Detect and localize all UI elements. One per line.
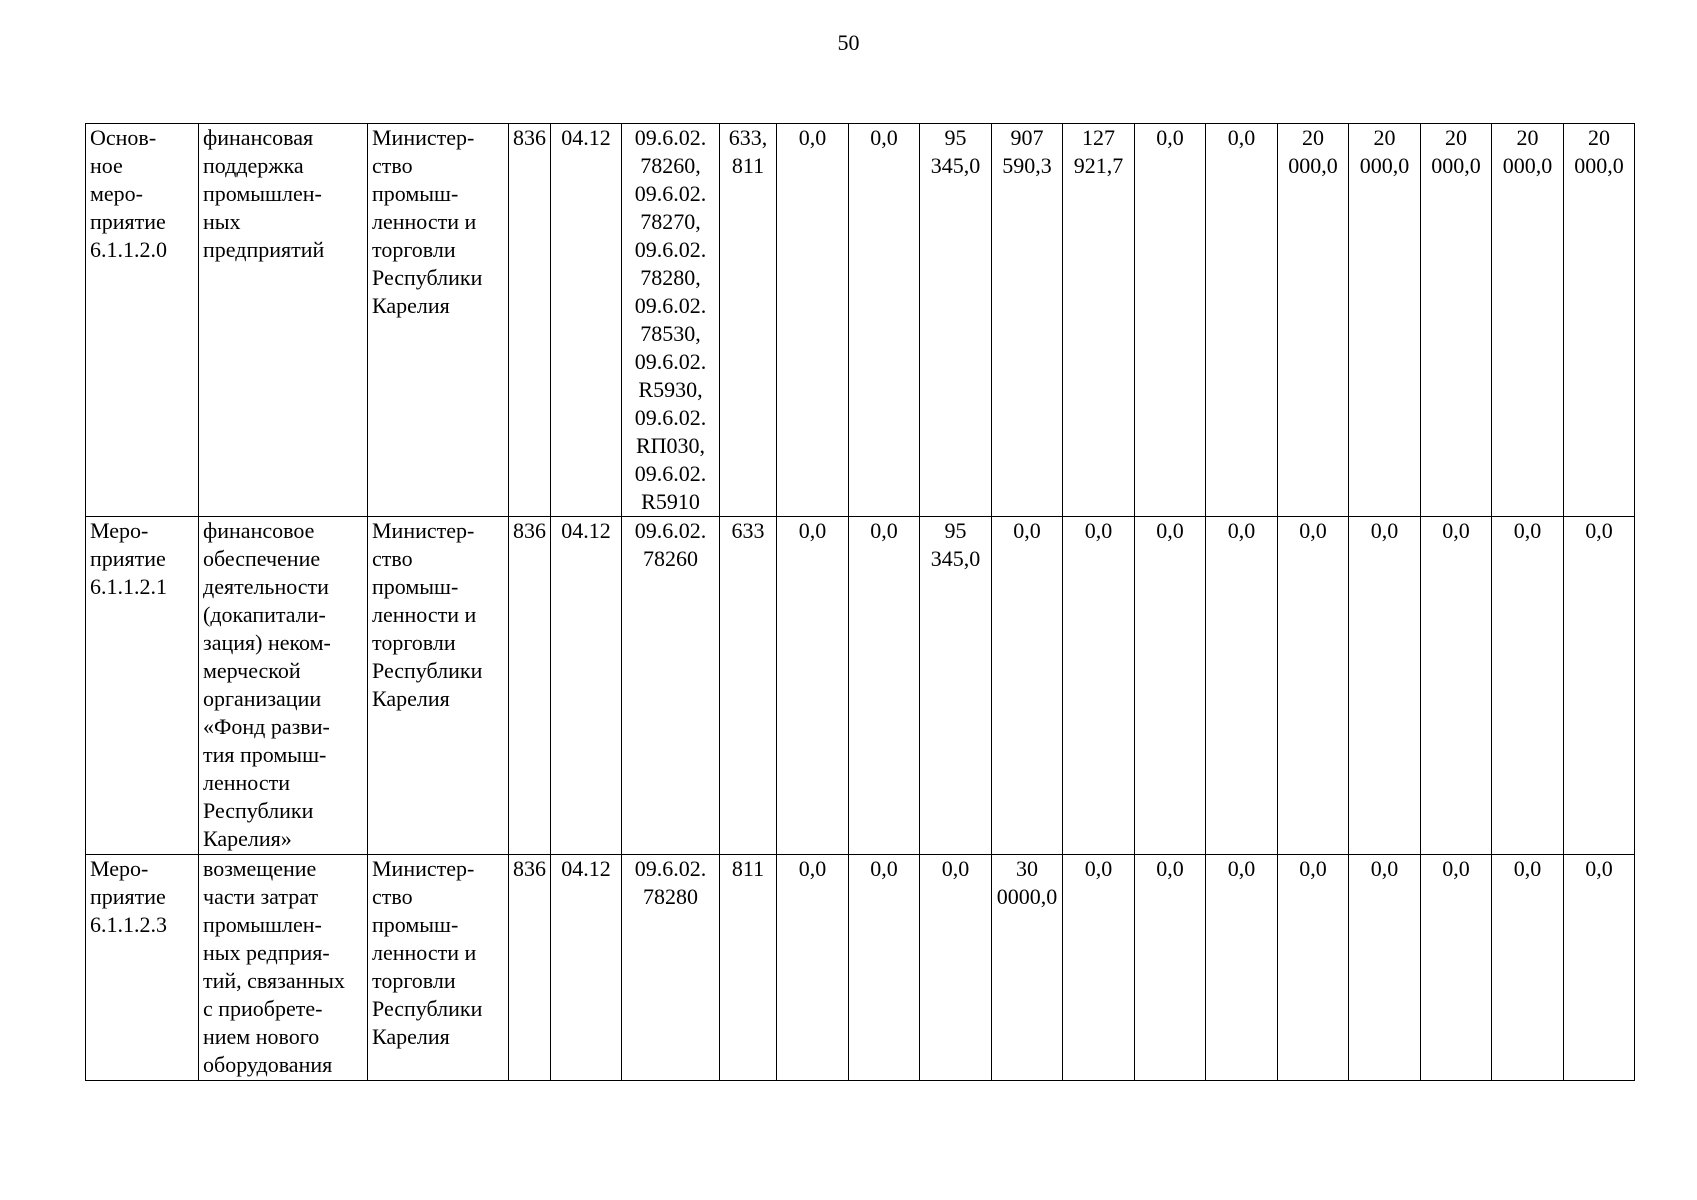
executor-cell: Министер- ство промыш- ленности и торговли Республики Карелия [368, 855, 509, 1081]
value-cell: 907 590,3 [992, 124, 1063, 517]
value-cell: 0,0 [1063, 517, 1135, 855]
executor-cell: Министер- ство промыш- ленности и торговли Республики Карелия [368, 517, 509, 855]
executor-cell: Министер- ство промыш- ленности и торговли Республики Карелия [368, 124, 509, 517]
value-cell: 0,0 [777, 124, 849, 517]
csr-cell: 09.6.02. 78280 [622, 855, 720, 1081]
value-cell: 0,0 [1206, 855, 1278, 1081]
name-cell: финансовое обеспечение деятельности (докапитали- зация) неком- мерческой организации «Фонд разви- тия промыш- ленности Республики Карелия» [199, 517, 368, 855]
name-cell: возмещение части затрат промышлен- ных редприя- тий, связанных с приобрете- нием нового оборудования [199, 855, 368, 1081]
value-cell: 0,0 [992, 517, 1063, 855]
value-cell: 0,0 [1135, 124, 1206, 517]
name-cell: финансовая поддержка промышлен- ных предприятий [199, 124, 368, 517]
value-cell: 0,0 [1135, 855, 1206, 1081]
value-cell: 0,0 [777, 855, 849, 1081]
rzpr-cell: 04.12 [551, 124, 622, 517]
value-cell: 0,0 [849, 124, 920, 517]
value-cell: 0,0 [1492, 517, 1564, 855]
value-cell: 20 000,0 [1492, 124, 1564, 517]
status-cell: Меро- приятие 6.1.1.2.3 [86, 855, 199, 1081]
value-cell: 0,0 [1206, 124, 1278, 517]
vr-cell: 633 [720, 517, 777, 855]
value-cell: 127 921,7 [1063, 124, 1135, 517]
table-row [86, 855, 1635, 1081]
value-cell: 0,0 [1063, 855, 1135, 1081]
value-cell: 20 000,0 [1421, 124, 1492, 517]
value-cell: 0,0 [1349, 517, 1421, 855]
value-cell: 20 000,0 [1278, 124, 1349, 517]
table-row [86, 517, 1635, 855]
value-cell: 0,0 [1421, 517, 1492, 855]
value-cell: 0,0 [920, 855, 992, 1081]
value-cell: 0,0 [1349, 855, 1421, 1081]
status-cell: Меро- приятие 6.1.1.2.1 [86, 517, 199, 855]
value-cell: 20 000,0 [1564, 124, 1635, 517]
csr-cell: 09.6.02. 78260 [622, 517, 720, 855]
value-cell: 0,0 [1492, 855, 1564, 1081]
csr-cell: 09.6.02. 78260, 09.6.02. 78270, 09.6.02. 78280, 09.6.02. 78530, 09.6.02. R5930, 09.6.02. RП030, 09.6.02. R5910 [622, 124, 720, 517]
value-cell: 95 345,0 [920, 124, 992, 517]
value-cell: 0,0 [777, 517, 849, 855]
value-cell: 95 345,0 [920, 517, 992, 855]
value-cell: 30 0000,0 [992, 855, 1063, 1081]
vr-cell: 811 [720, 855, 777, 1081]
page-number: 50 [837, 30, 860, 55]
grbs-cell: 836 [509, 124, 551, 517]
table-row [86, 124, 1635, 517]
value-cell: 0,0 [1135, 517, 1206, 855]
grbs-cell: 836 [509, 855, 551, 1081]
value-cell: 20 000,0 [1349, 124, 1421, 517]
grbs-cell: 836 [509, 517, 551, 855]
status-cell: Основ- ное меро- приятие 6.1.1.2.0 [86, 124, 199, 517]
vr-cell: 633, 811 [720, 124, 777, 517]
value-cell: 0,0 [849, 855, 920, 1081]
value-cell: 0,0 [1278, 855, 1349, 1081]
budget-table [85, 123, 1635, 1081]
value-cell: 0,0 [1564, 517, 1635, 855]
rzpr-cell: 04.12 [551, 517, 622, 855]
value-cell: 0,0 [1421, 855, 1492, 1081]
rzpr-cell: 04.12 [551, 855, 622, 1081]
value-cell: 0,0 [849, 517, 920, 855]
value-cell: 0,0 [1564, 855, 1635, 1081]
value-cell: 0,0 [1278, 517, 1349, 855]
value-cell: 0,0 [1206, 517, 1278, 855]
